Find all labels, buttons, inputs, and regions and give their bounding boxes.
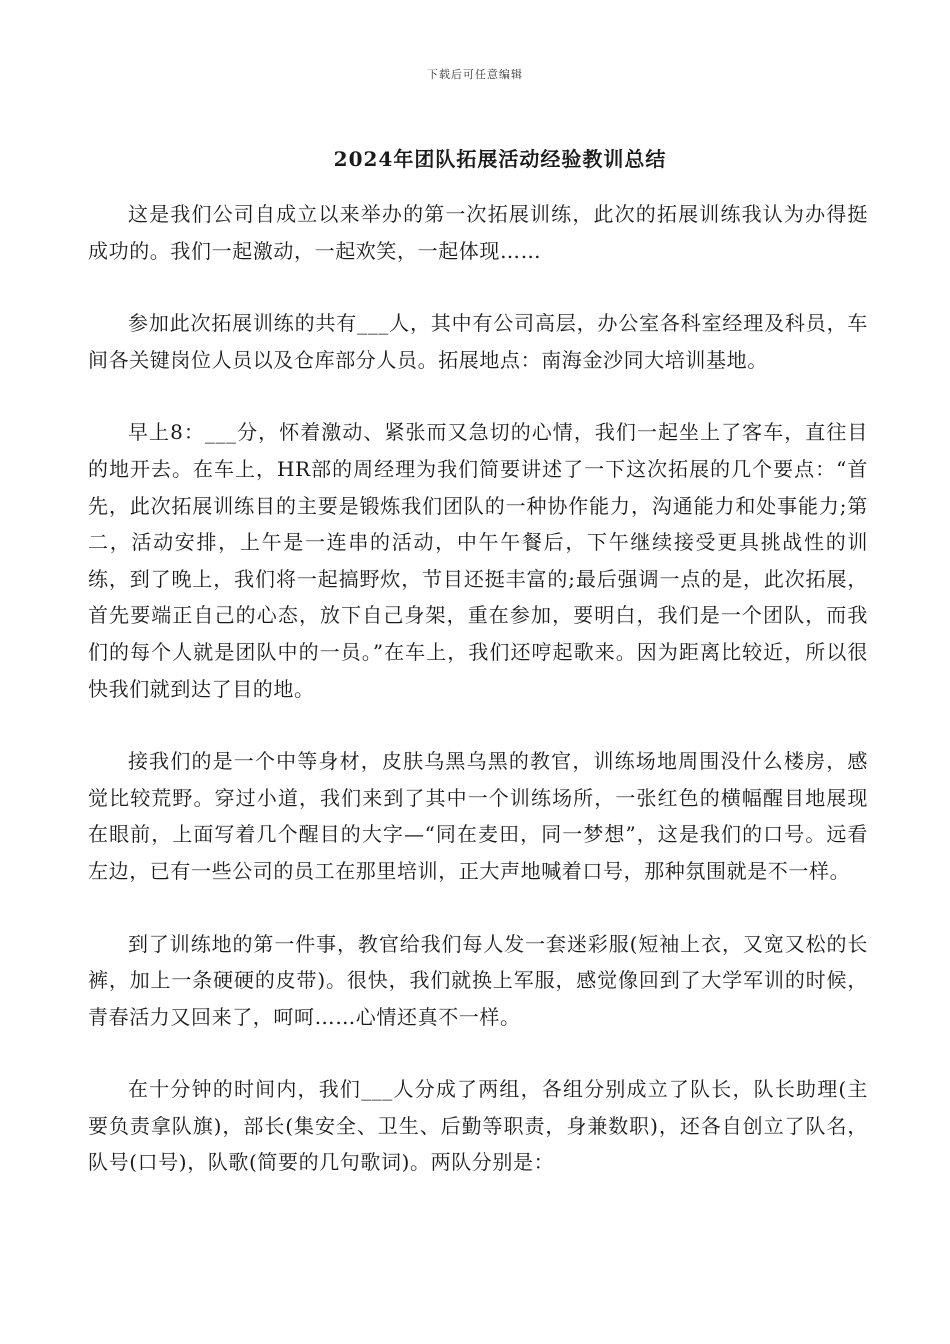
paragraph-intro: 这是我们公司自成立以来举办的第一次拓展训练，此次的拓展训练我认为办得挺成功的。我们一起激动，一起欢笑，一起体现…… (88, 202, 868, 263)
header-note: 下载后可任意编辑 (427, 68, 523, 81)
paragraph-participants: 参加此次拓展训练的共有___人，其中有公司高层，办公室各科室经理及科员，车间各关键岗位人员以及仓库部分人员。拓展地点：南海金沙同大培训基地。 (88, 311, 868, 372)
paragraph-uniform: 到了训练地的第一件事，教官给我们每人发一套迷彩服(短袖上衣，又宽又松的长裤，加上一条硬硬的皮带)。很快，我们就换上军服，感觉像回到了大学军训的时候，青春活力又回来了，呵呵……心情还真不一样。 (88, 931, 868, 1029)
paragraph-instructor: 接我们的是一个中等身材，皮肤乌黑乌黑的教官，训练场地周围没什么楼房，感觉比较荒野。穿过小道，我们来到了其中一个训练场所，一张红色的横幅醒目地展现在眼前，上面写着几个醒目的大字—“同在麦田，同一梦想”，这是我们的口号。远看左边，已有一些公司的员工在那里培训，正大声地喊着口号，那种氛围就是不一样。 (88, 749, 868, 883)
paragraph-teams: 在十分钟的时间内，我们___人分成了两组，各组分别成立了队长，队长助理(主要负责拿队旗)，部长(集安全、卫生、后勤等职责，身兼数职)，还各自创立了队名，队号(口号)，队歌(简要的几句歌词)。两队分别是： (88, 1077, 868, 1175)
document-body (88, 196, 868, 1217)
paragraph-morning: 早上8：___分，怀着激动、紧张而又急切的心情，我们一起坐上了客车，直往目的地开去。在车上，HR部的周经理为我们简要讲述了一下这次拓展的几个要点：“首先，此次拓展训练目的主要是锻炼我们团队的一种协作能力，沟通能力和处事能力;第二，活动安排，上午是一连串的活动，中午午餐后，下午继续接受更具挑战性的训练，到了晚上，我们将一起搞野炊，节目还挺丰富的;最后强调一点的是，此次拓展，首先要端正自己的心态，放下自己身架，重在参加，要明白，我们是一个团队，而我们的每个人就是团队中的一员。”在车上，我们还哼起歌来。因为距离比较近，所以很快我们就到达了目的地。 (88, 420, 868, 701)
document-title: 2024年团队拓展活动经验教训总结 (333, 147, 667, 171)
